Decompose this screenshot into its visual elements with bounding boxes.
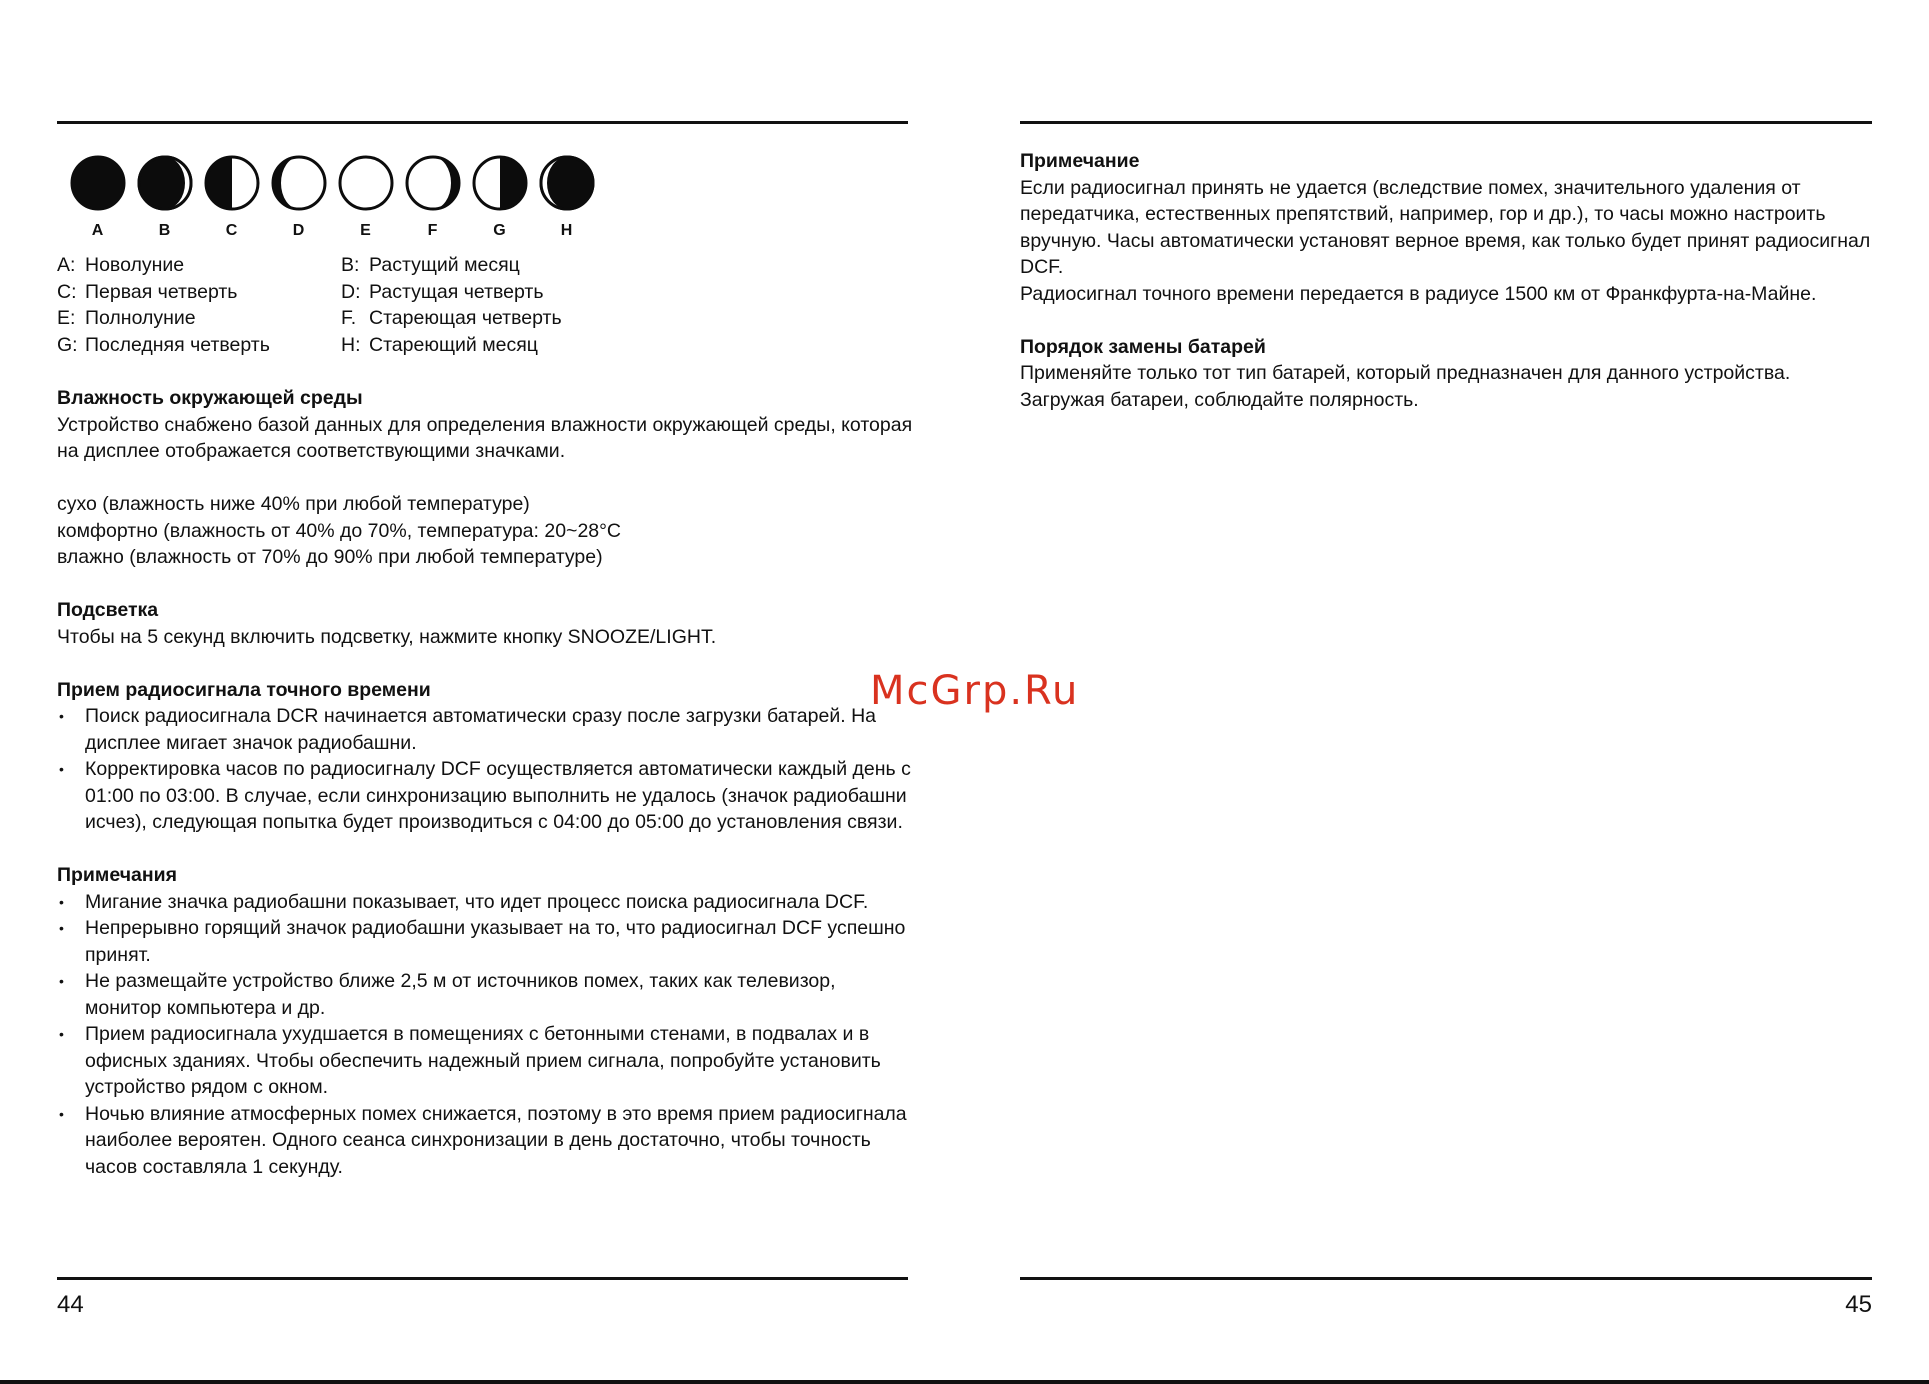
battery-heading: Порядок замены батарей <box>1020 335 1266 358</box>
right-bottom-rule <box>1020 1277 1872 1280</box>
legend-item: D: Растущая четверть <box>341 280 544 303</box>
moon-phase-letter: B <box>158 222 171 239</box>
left-page-body <box>57 385 917 1180</box>
list-item: • Корректировка часов по радиосигналу DCF осуществляется автоматически каждый день с 01:00 по 03:00. В случае, если синхронизацию выполнить не удалось (значок радиобашни исчез), следующая попытка будет производиться с 04:00 до 05:00 до установления связи. <box>57 756 917 836</box>
page-number-right: 45 <box>1845 1291 1872 1318</box>
full-moon-icon <box>337 154 395 212</box>
humidity-line: влажно (влажность от 70% до 90% при любой температуре) <box>57 546 603 568</box>
list-item: • Не размещайте устройство ближе 2,5 м от источников помех, таких как телевизор, монитор компьютера и др. <box>57 968 917 1021</box>
right-top-rule <box>1020 121 1872 124</box>
legend-item: H: Стареющий месяц <box>341 333 538 356</box>
waning-crescent-icon <box>538 154 596 212</box>
legend-item: E: Полнолуние <box>57 307 196 329</box>
notes-heading: Примечания <box>57 864 178 886</box>
moon-phase-h <box>533 154 600 240</box>
legend-item: F. Стареющая четверть <box>341 307 562 329</box>
list-item: • Мигание значка радиобашни показывает, что идет процесс поиска радиосигнала DCF. <box>57 889 917 916</box>
humidity-heading: Влажность окружающей среды <box>57 387 363 409</box>
moon-phase-b <box>131 154 198 240</box>
radio-bullet-list <box>57 703 917 836</box>
backlight-heading: Подсветка <box>57 599 159 621</box>
moon-phase-letter: A <box>91 222 104 239</box>
moon-phase-legend <box>57 252 641 358</box>
legend-item: C: Первая четверть <box>57 280 238 303</box>
scan-edge-line <box>0 1380 1929 1384</box>
waxing-crescent-icon <box>136 154 194 212</box>
backlight-text: Чтобы на 5 секунд включить подсветку, нажмите кнопку SNOOZE/LIGHT. <box>57 625 717 648</box>
notes-bullet-list <box>57 889 917 1181</box>
moon-phase-letter: E <box>360 222 371 239</box>
moon-phase-letter: F <box>427 222 438 239</box>
right-page-body <box>1020 148 1878 413</box>
moon-phase-letter: C <box>225 222 238 239</box>
moon-phase-letter: G <box>493 222 506 239</box>
legend-item: G: Последняя четверть <box>57 333 270 356</box>
page-number-left: 44 <box>57 1291 84 1318</box>
moon-phase-d <box>265 154 332 240</box>
waxing-gibbous-icon <box>270 154 328 212</box>
first-quarter-icon <box>203 154 261 212</box>
new-moon-icon <box>69 154 127 212</box>
humidity-text: Устройство снабжено базой данных для определения влажности окружающей среды, которая на дисплее отображается соответствующими значками. <box>57 413 913 462</box>
humidity-line: комфортно (влажность от 40% до 70%, температура: 20~28°C <box>57 519 622 542</box>
moon-phase-f <box>399 154 466 240</box>
moon-phase-a <box>64 154 131 240</box>
moon-phase-g <box>466 154 533 240</box>
legend-item: A: Новолуние <box>57 254 185 276</box>
moon-phase-c <box>198 154 265 240</box>
note-heading: Примечание <box>1020 150 1140 172</box>
list-item: • Ночью влияние атмосферных помех снижается, поэтому в это время прием радиосигнала наиболее вероятен. Одного сеанса синхронизации в день достаточно, чтобы точность часов составляла 1 секунду. <box>57 1101 917 1181</box>
watermark: McGrp.Ru <box>870 668 1080 714</box>
list-item: • Непрерывно горящий значок радиобашни указывает на то, что радиосигнал DCF успешно принят. <box>57 915 917 968</box>
last-quarter-icon <box>471 154 529 212</box>
moon-phase-row <box>64 154 600 240</box>
humidity-line: сухо (влажность ниже 40% при любой температуре) <box>57 493 530 515</box>
moon-phase-e <box>332 154 399 240</box>
note-text: Радиосигнал точного времени передается в радиусе 1500 км от Франкфурта-на-Майне. <box>1020 282 1817 305</box>
legend-item: B: Растущий месяц <box>341 254 520 276</box>
moon-phase-letter: D <box>292 222 305 239</box>
left-top-rule <box>57 121 908 124</box>
radio-heading: Прием радиосигнала точного времени <box>57 678 431 701</box>
left-bottom-rule <box>57 1277 908 1280</box>
list-item: • Поиск радиосигнала DCR начинается автоматически сразу после загрузки батарей. На дисплее мигает значок радиобашни. <box>57 703 917 756</box>
battery-text: Применяйте только тот тип батарей, который предназначен для данного устройства. Загружая батареи, соблюдайте полярность. <box>1020 362 1791 411</box>
note-text: Если радиосигнал принять не удается (вследствие помех, значительного удаления от передатчика, естественных препятствий, например, гор и др.), то часы можно настроить вручную. Часы автоматически установят верное время, как только будет принят радиосигнал DCF. <box>1020 176 1871 278</box>
waning-gibbous-icon <box>404 154 462 212</box>
moon-phase-letter: H <box>560 222 573 239</box>
list-item: • Прием радиосигнала ухудшается в помещениях с бетонными стенами, в подвалах и в офисных зданиях. Чтобы обеспечить надежный прием сигнала, попробуйте установить устройство рядом с окном. <box>57 1021 917 1101</box>
